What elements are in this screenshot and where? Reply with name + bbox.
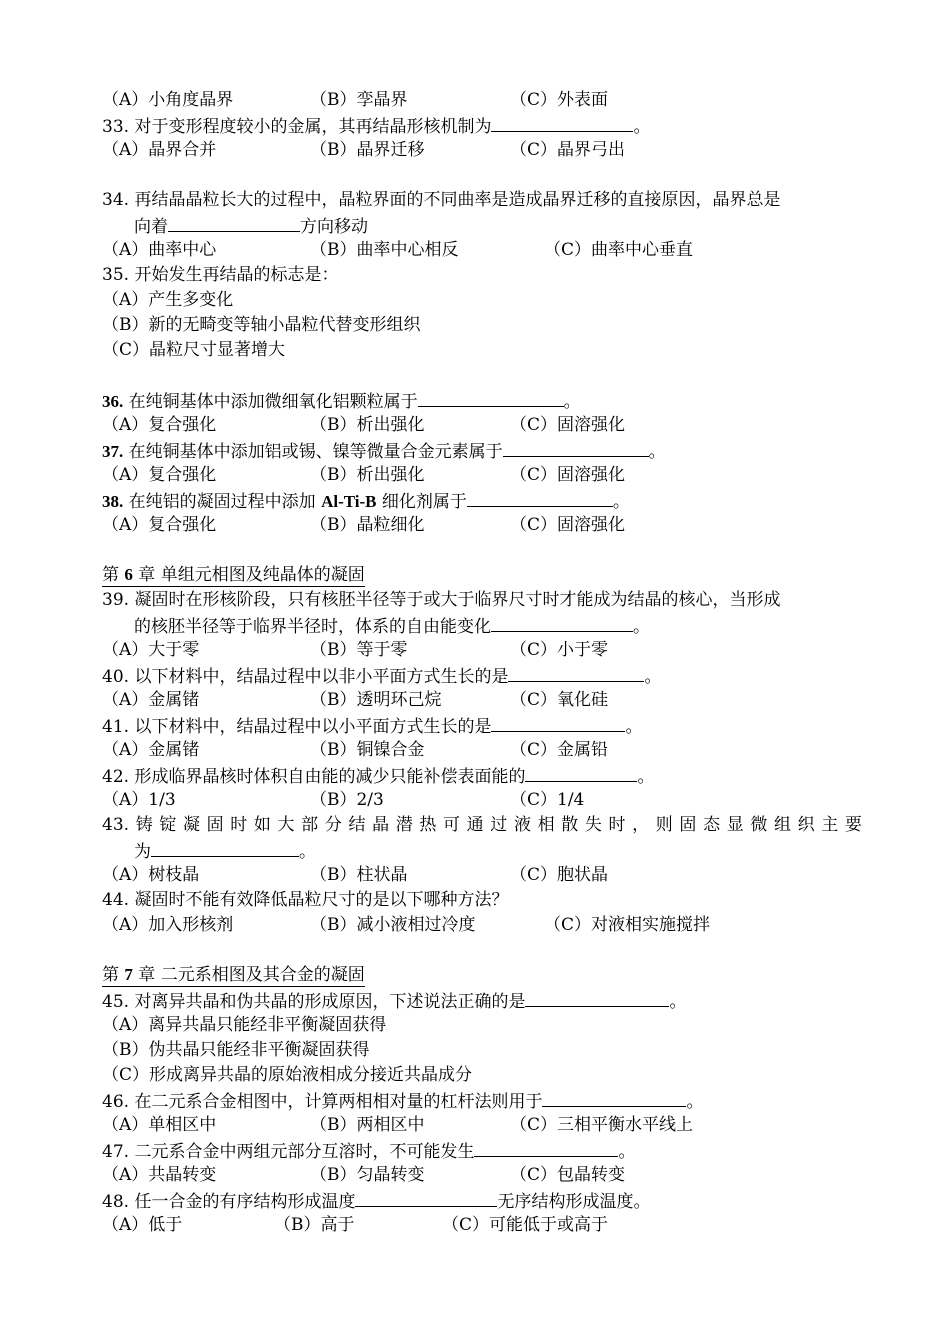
- question-43-char: 主: [821, 815, 839, 835]
- q38-options: [102, 513, 872, 538]
- option-c: （C）小于零: [510, 640, 609, 660]
- option-c: （C）对液相实施搅拌: [544, 915, 711, 935]
- answer-blank[interactable]: [168, 213, 300, 232]
- q46-options: [102, 1113, 872, 1138]
- question-43-char: 潜: [395, 815, 413, 835]
- question-38: 38. 在纯铝的凝固过程中添加 Al-Ti-B 细化剂属于 。: [102, 488, 872, 513]
- option-b: （B）柱状晶: [310, 865, 408, 885]
- option-b: （B）析出强化: [310, 415, 425, 435]
- question-43-char: 显: [726, 815, 744, 835]
- question-43-char: 组: [773, 815, 791, 835]
- option-b: （B）高于: [274, 1215, 355, 1235]
- question-33: 33. 对于变形程度较小的金属，其再结晶形核机制为 。: [102, 113, 872, 138]
- option-a: （A）低于: [102, 1215, 183, 1235]
- question-46: 46. 在二元系合金相图中，计算两相相对量的杠杆法则用于 。: [102, 1088, 872, 1113]
- q33-options: [102, 138, 872, 163]
- option-a: （A）产生多变化: [102, 290, 234, 310]
- question-43-char: 则: [655, 815, 673, 835]
- question-43-char: 要: [844, 815, 862, 835]
- question-43-char: 态: [703, 815, 721, 835]
- question-43-char: 固: [206, 815, 224, 835]
- question-43-char: 液: [513, 815, 531, 835]
- question-43-char: 大: [277, 815, 295, 835]
- option-b: （B）两相区中: [310, 1115, 425, 1135]
- exam-page: [102, 88, 872, 1238]
- q43-options: [102, 863, 872, 888]
- option-c: （C）形成离异共晶的原始液相成分接近共晶成分: [102, 1065, 473, 1085]
- q37-options: [102, 463, 872, 488]
- question-43-char: 43.: [102, 815, 130, 835]
- option-c: （C）固溶强化: [510, 515, 626, 535]
- option-b: （B）2/3: [310, 790, 384, 810]
- question-43-char: 时: [230, 815, 248, 835]
- answer-blank[interactable]: [355, 1188, 497, 1207]
- option-c: （C）外表面: [510, 90, 609, 110]
- q42-options: [102, 788, 872, 813]
- question-43-char: 相: [537, 815, 555, 835]
- answer-blank[interactable]: [508, 663, 644, 682]
- question-43-char: 时: [608, 815, 626, 835]
- option-a: （A）1/3: [102, 790, 176, 810]
- question-43-char: 如: [253, 815, 271, 835]
- answer-blank[interactable]: [525, 763, 637, 782]
- option-b: （B）新的无畸变等轴小晶粒代替变形组织: [102, 315, 421, 335]
- question-44: 44. 凝固时不能有效降低晶粒尺寸的是以下哪种方法？: [102, 890, 509, 910]
- option-c: （C）三相平衡水平线上: [510, 1115, 694, 1135]
- chapter-6-heading: 第 6 章 单组元相图及纯晶体的凝固: [102, 565, 365, 585]
- question-43-char: 部: [301, 815, 319, 835]
- question-43-char: 通: [466, 815, 484, 835]
- option-a: （A）单相区中: [102, 1115, 217, 1135]
- option-b: （B）晶界迁移: [310, 140, 425, 160]
- option-b: （B）伪共晶只能经非平衡凝固获得: [102, 1040, 370, 1060]
- question-43-char: 微: [750, 815, 768, 835]
- question-45: 45. 对离异共晶和伪共晶的形成原因，下述说法正确的是 。: [102, 988, 872, 1013]
- question-43: [102, 813, 862, 838]
- option-c: （C）固溶强化: [510, 465, 626, 485]
- answer-blank[interactable]: [474, 1138, 618, 1157]
- option-a: （A）大于零: [102, 640, 200, 660]
- question-47: 47. 二元系合金中两组元部分互溶时，不可能发生 。: [102, 1138, 872, 1163]
- q36-options: [102, 413, 872, 438]
- option-b: （B）透明环己烷: [310, 690, 442, 710]
- answer-blank[interactable]: [491, 113, 633, 132]
- question-41: 41. 以下材料中，结晶过程中以小平面方式生长的是 。: [102, 713, 872, 738]
- question-43-char: 热: [419, 815, 437, 835]
- option-a: （A）共晶转变: [102, 1165, 217, 1185]
- answer-blank[interactable]: [491, 713, 625, 732]
- question-43-char: 可: [443, 815, 461, 835]
- question-37: 37. 在纯铜基体中添加铝或锡、镍等微量合金元素属于 。: [102, 438, 872, 463]
- answer-blank[interactable]: [418, 388, 564, 407]
- option-b: （B）等于零: [310, 640, 408, 660]
- question-43-char: 凝: [182, 815, 200, 835]
- q32-options: [102, 88, 872, 113]
- option-b: （B）晶粒细化: [310, 515, 425, 535]
- question-34: 34. 再结晶晶粒长大的过程中，晶粒界面的不同曲率是造成晶界迁移的直接原因，晶界总是: [102, 190, 781, 210]
- option-a: （A）复合强化: [102, 465, 217, 485]
- question-35: 35. 开始发生再结晶的标志是：: [102, 265, 339, 285]
- q41-options: [102, 738, 872, 763]
- option-c: （C）可能低于或高于: [442, 1215, 609, 1235]
- question-43-char: 过: [490, 815, 508, 835]
- option-c: （C）金属铅: [510, 740, 609, 760]
- question-39: 39. 凝固时在形核阶段，只有核胚半径等于或大于临界尺寸时才能成为结晶的核心，当形成: [102, 590, 781, 610]
- q34-options: [102, 238, 872, 263]
- option-b: （B）析出强化: [310, 465, 425, 485]
- option-a: （A）复合强化: [102, 515, 217, 535]
- chapter-7-heading: 第 7 章 二元系相图及其合金的凝固: [102, 965, 365, 985]
- option-c: （C）固溶强化: [510, 415, 626, 435]
- option-a: （A）金属锗: [102, 690, 200, 710]
- question-36: 36. 在纯铜基体中添加微细氧化铝颗粒属于 。: [102, 388, 872, 413]
- option-a: （A）晶界合并: [102, 140, 217, 160]
- option-c: （C）包晶转变: [510, 1165, 626, 1185]
- option-b: （B）减小液相过冷度: [310, 915, 476, 935]
- question-39-cont: 的核胚半径等于临界半径时，体系的自由能变化 。: [102, 613, 872, 638]
- question-43-char: 锭: [159, 815, 177, 835]
- option-a: （A）树枝晶: [102, 865, 200, 885]
- q39-options: [102, 638, 872, 663]
- option-c: （C）晶界弓出: [510, 140, 626, 160]
- option-c: （C）曲率中心垂直: [544, 240, 694, 260]
- question-34-cont: 向着 方向移动: [102, 213, 872, 238]
- answer-blank[interactable]: [151, 838, 299, 857]
- option-b: （B）铜镍合金: [310, 740, 425, 760]
- option-c: （C）氧化硅: [510, 690, 609, 710]
- question-43-char: 固: [679, 815, 697, 835]
- question-43-char: 晶: [372, 815, 390, 835]
- option-c: （C）胞状晶: [510, 865, 609, 885]
- q47-options: [102, 1163, 872, 1188]
- option-c: （C）晶粒尺寸显著增大: [102, 340, 286, 360]
- answer-blank[interactable]: [491, 613, 633, 632]
- question-43-char: 织: [797, 815, 815, 835]
- option-b: （B）匀晶转变: [310, 1165, 425, 1185]
- question-43-char: 铸: [135, 815, 153, 835]
- answer-blank[interactable]: [542, 1088, 686, 1107]
- q48-options: [102, 1213, 872, 1238]
- option-a: （A）小角度晶界: [102, 90, 234, 110]
- question-43-char: 结: [348, 815, 366, 835]
- question-40: 40. 以下材料中，结晶过程中以非小平面方式生长的是 。: [102, 663, 872, 688]
- question-43-char: 分: [324, 815, 342, 835]
- option-a: （A）曲率中心: [102, 240, 217, 260]
- question-48: 48. 任一合金的有序结构形成温度 无序结构形成温度。: [102, 1188, 872, 1213]
- question-43-char: ，: [632, 815, 650, 835]
- answer-blank[interactable]: [467, 488, 613, 507]
- option-a: （A）离异共晶只能经非平衡凝固获得: [102, 1015, 387, 1035]
- option-a: （A）金属锗: [102, 740, 200, 760]
- option-b: （B）孪晶界: [310, 90, 408, 110]
- answer-blank[interactable]: [503, 438, 649, 457]
- answer-blank[interactable]: [525, 988, 669, 1007]
- question-43-cont: 为 。: [102, 838, 872, 863]
- q44-options: [102, 913, 872, 938]
- option-a: （A）复合强化: [102, 415, 217, 435]
- option-b: （B）曲率中心相反: [310, 240, 459, 260]
- question-43-char: 失: [584, 815, 602, 835]
- option-c: （C）1/4: [510, 790, 585, 810]
- option-a: （A）加入形核剂: [102, 915, 234, 935]
- question-43-char: 散: [561, 815, 579, 835]
- question-42: 42. 形成临界晶核时体积自由能的减少只能补偿表面能的 。: [102, 763, 872, 788]
- q40-options: [102, 688, 872, 713]
